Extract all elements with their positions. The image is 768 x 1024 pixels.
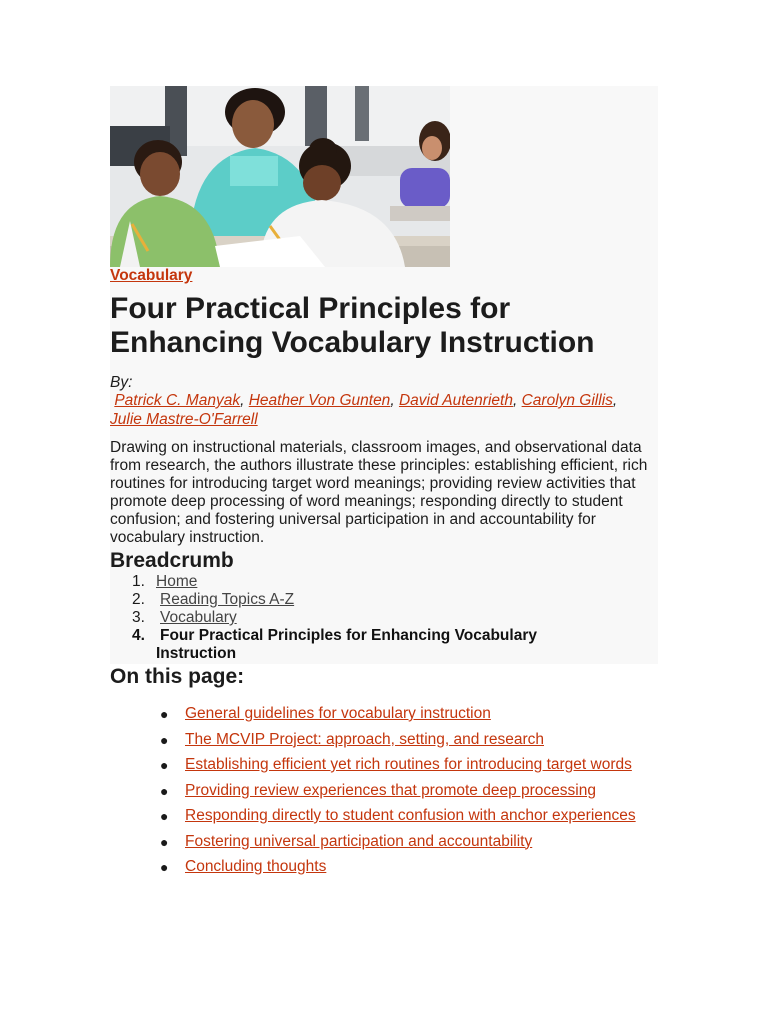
toc-link-mcvip-project[interactable]: The MCVIP Project: approach, setting, and research: [185, 730, 544, 748]
breadcrumb-current-label: Four Practical Principles for Enhancing Vocabulary Instruction: [156, 627, 537, 662]
breadcrumb-item: [110, 573, 610, 591]
on-this-page-heading: On this page:: [110, 665, 245, 688]
bullet-icon: ●: [160, 833, 169, 850]
breadcrumb-item: [110, 591, 610, 609]
author-link[interactable]: Carolyn Gillis: [521, 392, 613, 409]
hero-image: [110, 86, 450, 267]
bullet-icon: ●: [160, 782, 169, 799]
breadcrumb-link-vocabulary[interactable]: Vocabulary: [160, 609, 237, 626]
toc-link-universal-participation[interactable]: Fostering universal participation and accountability: [185, 832, 533, 850]
author-link[interactable]: David Autenrieth: [398, 392, 513, 409]
byline-label: By:: [110, 374, 133, 391]
breadcrumb-link-home[interactable]: Home: [156, 573, 198, 590]
breadcrumb-item: [110, 609, 610, 627]
breadcrumb-item-current: [110, 627, 610, 663]
bullet-icon: ●: [160, 706, 169, 722]
toc-link-review-experiences[interactable]: Providing review experiences that promote deep processing: [185, 781, 596, 799]
toc-link-routines[interactable]: Establishing efficient yet rich routines for introducing target words: [185, 756, 632, 773]
article-title: Four Practical Principles for Enhancing Vocabulary Instruction: [110, 292, 595, 359]
breadcrumb-number: 2.: [132, 591, 145, 608]
bullet-icon: ●: [160, 757, 169, 773]
breadcrumb-number: 3.: [132, 609, 145, 626]
toc-link-student-confusion[interactable]: Responding directly to student confusion with anchor experiences: [185, 807, 636, 824]
author-list: Patrick C. Manyak, Heather Von Gunten, David Autenrieth, Carolyn Gillis, Julie Mastre-O'Farrell: [110, 392, 618, 428]
toc-link-general-guidelines[interactable]: General guidelines for vocabulary instruction: [185, 705, 491, 722]
on-this-page-list: [110, 705, 650, 884]
toc-item: [110, 731, 650, 749]
category-link[interactable]: Vocabulary: [110, 267, 193, 284]
toc-item: [110, 833, 650, 851]
toc-item: [110, 756, 650, 774]
breadcrumb-number: 1.: [132, 573, 145, 590]
bullet-icon: ●: [160, 731, 169, 748]
author-link[interactable]: Heather Von Gunten: [248, 392, 391, 409]
breadcrumb: [110, 573, 610, 663]
author-link[interactable]: Patrick C. Manyak: [114, 392, 241, 409]
breadcrumb-number: 4.: [132, 627, 145, 644]
toc-item: [110, 705, 650, 723]
breadcrumb-heading: Breadcrumb: [110, 549, 234, 572]
toc-item: [110, 782, 650, 800]
author-link[interactable]: Julie Mastre-O'Farrell: [110, 411, 258, 428]
breadcrumb-link-reading-topics[interactable]: Reading Topics A-Z: [160, 591, 295, 608]
bullet-icon: ●: [160, 859, 169, 875]
article-summary: Drawing on instructional materials, classroom images, and observational data from research, the authors illustrate these principles: establishing efficient, rich routines for introducing target word meanings; providing review activities that promote deep processing of word meanings; responding directly to student confusion; and fostering universal participation in and accountability for vocabulary instruction.: [110, 439, 648, 546]
toc-link-concluding-thoughts[interactable]: Concluding thoughts: [185, 858, 327, 875]
toc-item: [110, 858, 650, 876]
toc-item: [110, 807, 650, 825]
bullet-icon: ●: [160, 808, 169, 824]
